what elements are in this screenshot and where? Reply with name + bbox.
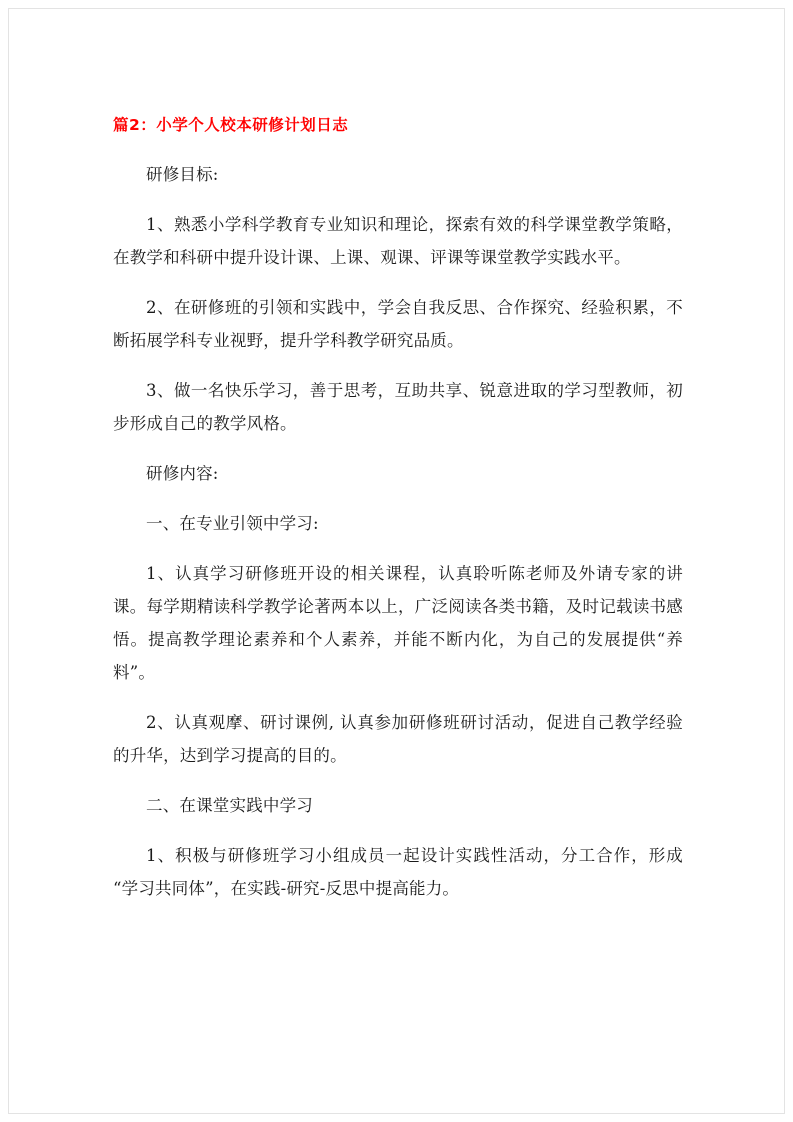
paragraph: 1、熟悉小学科学教育专业知识和理论，探索有效的科学课堂教学策略，在教学和科研中提升设计课、上课、观课、评课等课堂教学实践水平。 [113,215,683,267]
paragraph: 研修内容: [146,464,219,483]
paragraph: 3、做一名快乐学习，善于思考，互助共享、锐意进取的学习型教师，初步形成自己的教学风格。 [113,381,683,433]
paragraph: 二、在课堂实践中学习 [146,796,313,815]
paragraph: 2、在研修班的引领和实践中，学会自我反思、合作探究、经验积累，不断拓展学科专业视野，提升学科教学研究品质。 [113,298,683,350]
paragraph: 一、在专业引领中学习: [146,514,319,533]
page-title: 篇2：小学个人校本研修计划日志 [113,116,349,134]
paragraph: 研修目标: [146,165,219,184]
paragraph: 1、认真学习研修班开设的相关课程，认真聆听陈老师及外请专家的讲课。每学期精读科学教学论著两本以上，广泛阅读各类书籍，及时记载读书感悟。提高教学理论素养和个人素养，并能不断内化，为自己的发展提供“养料”。 [113,564,683,682]
document-body [113,112,683,922]
paragraph: 1、积极与研修班学习小组成员一起设计实践性活动，分工合作，形成“学习共同体”，在实践-研究-反思中提高能力。 [113,846,683,898]
paragraph: 2、认真观摩、研讨课例, 认真参加研修班研讨活动，促进自己教学经验的升华，达到学习提高的目的。 [113,713,683,765]
